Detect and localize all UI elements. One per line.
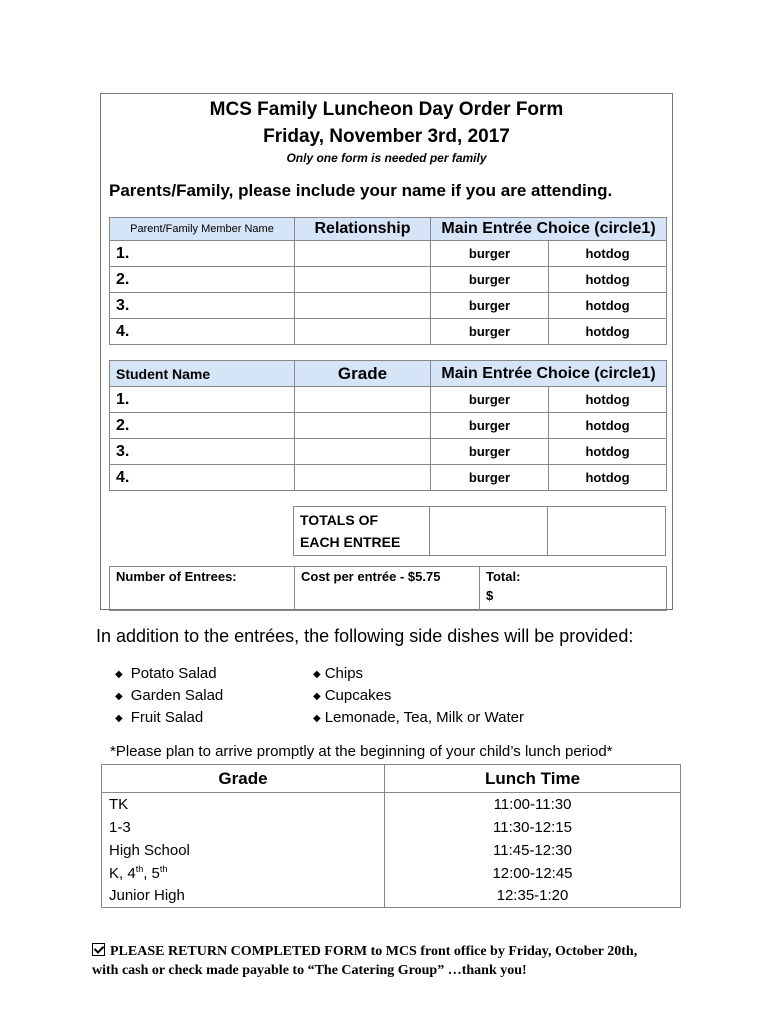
parent-row-number[interactable]: 2. bbox=[110, 267, 295, 293]
lunch-time: 11:00-11:30 bbox=[385, 793, 681, 816]
student-table bbox=[109, 360, 667, 491]
hotdog-option[interactable]: hotdog bbox=[549, 267, 667, 293]
table-row bbox=[110, 319, 667, 345]
hotdog-option[interactable]: hotdog bbox=[549, 439, 667, 465]
totals-table bbox=[293, 506, 666, 556]
col-grade: Grade bbox=[295, 361, 431, 387]
table-row bbox=[102, 885, 681, 908]
burger-option[interactable]: burger bbox=[431, 267, 549, 293]
form-title: MCS Family Luncheon Day Order Form bbox=[209, 99, 564, 120]
lunch-grade: K, 4th, 5th bbox=[102, 862, 385, 885]
parent-table bbox=[109, 217, 667, 345]
table-row bbox=[110, 465, 667, 491]
footer-line1: PLEASE RETURN COMPLETED FORM to MCS front office by Friday, October 20th, bbox=[110, 944, 638, 959]
diamond-bullet-icon: ◆ bbox=[313, 691, 321, 702]
table-row bbox=[110, 413, 667, 439]
lunch-time: 11:30-12:15 bbox=[385, 816, 681, 839]
relationship-cell[interactable] bbox=[295, 319, 431, 345]
hotdog-option[interactable]: hotdog bbox=[549, 293, 667, 319]
sides-intro: In addition to the entrées, the following side dishes will be provided: bbox=[96, 626, 634, 646]
burger-option[interactable]: burger bbox=[431, 293, 549, 319]
total-label: Total: bbox=[486, 569, 521, 584]
student-row-number[interactable]: 4. bbox=[110, 465, 295, 491]
hotdog-total-cell[interactable] bbox=[548, 507, 666, 556]
relationship-cell[interactable] bbox=[295, 267, 431, 293]
diamond-bullet-icon: ◆ bbox=[313, 669, 321, 680]
totals-label bbox=[294, 507, 430, 556]
table-row bbox=[102, 793, 681, 816]
grade-cell[interactable] bbox=[295, 387, 431, 413]
hotdog-option[interactable]: hotdog bbox=[549, 319, 667, 345]
form-date: Friday, November 3rd, 2017 bbox=[263, 126, 510, 147]
lunch-grade: TK bbox=[102, 793, 385, 816]
cost-table bbox=[109, 566, 667, 611]
totals-label-line1: TOTALS OF bbox=[300, 512, 379, 528]
student-row-number[interactable]: 1. bbox=[110, 387, 295, 413]
table-row bbox=[110, 439, 667, 465]
list-item: ◆ Potato Salad bbox=[115, 665, 217, 682]
list-item: ◆ Garden Salad bbox=[115, 687, 224, 704]
col-lunch-grade: Grade bbox=[102, 765, 385, 793]
parent-row-number[interactable]: 3. bbox=[110, 293, 295, 319]
hotdog-option[interactable]: hotdog bbox=[549, 465, 667, 491]
list-item: ◆ Lemonade, Tea, Milk or Water bbox=[313, 709, 524, 726]
parents-heading: Parents/Family, please include your name if you are attending. bbox=[109, 181, 613, 200]
checkbox-checked-icon bbox=[92, 943, 105, 956]
lunch-time: 12:35-1:20 bbox=[385, 885, 681, 908]
footer-line2: with cash or check made payable to “The Catering Group” …thank you! bbox=[92, 963, 527, 978]
diamond-bullet-icon: ◆ bbox=[313, 713, 321, 724]
student-row-number[interactable]: 3. bbox=[110, 439, 295, 465]
table-row bbox=[110, 293, 667, 319]
lunch-grade: Junior High bbox=[102, 885, 385, 908]
burger-option[interactable]: burger bbox=[431, 241, 549, 267]
arrive-note: *Please plan to arrive promptly at the beginning of your child’s lunch period* bbox=[110, 743, 613, 760]
burger-option[interactable]: burger bbox=[431, 439, 549, 465]
col-entree-choice: Main Entrée Choice (circle1) bbox=[431, 218, 667, 241]
table-row bbox=[102, 816, 681, 839]
lunch-grade: 1-3 bbox=[102, 816, 385, 839]
burger-option[interactable]: burger bbox=[431, 413, 549, 439]
col-parent-name: Parent/Family Member Name bbox=[110, 218, 295, 241]
sides-list-left bbox=[115, 663, 223, 729]
burger-total-cell[interactable] bbox=[430, 507, 548, 556]
burger-option[interactable]: burger bbox=[431, 465, 549, 491]
hotdog-option[interactable]: hotdog bbox=[549, 241, 667, 267]
list-item: ◆ Chips bbox=[313, 665, 364, 682]
total-currency: $ bbox=[486, 588, 494, 603]
table-row bbox=[102, 862, 681, 885]
burger-option[interactable]: burger bbox=[431, 319, 549, 345]
cost-per-entree-cell bbox=[295, 567, 480, 611]
grade-cell[interactable] bbox=[295, 413, 431, 439]
hotdog-option[interactable]: hotdog bbox=[549, 387, 667, 413]
col-relationship: Relationship bbox=[295, 218, 431, 241]
grade-cell[interactable] bbox=[295, 439, 431, 465]
relationship-cell[interactable] bbox=[295, 241, 431, 267]
diamond-bullet-icon: ◆ bbox=[115, 691, 123, 702]
burger-option[interactable]: burger bbox=[431, 387, 549, 413]
totals-label-line2: EACH ENTREE bbox=[300, 534, 401, 550]
relationship-cell[interactable] bbox=[295, 293, 431, 319]
number-of-entrees-cell[interactable] bbox=[110, 567, 295, 611]
form-subtitle: Only one form is needed per family bbox=[286, 151, 487, 165]
lunch-time: 11:45-12:30 bbox=[385, 839, 681, 862]
table-row bbox=[110, 387, 667, 413]
col-entree-choice: Main Entrée Choice (circle1) bbox=[431, 361, 667, 387]
table-row bbox=[102, 839, 681, 862]
parent-row-number[interactable]: 1. bbox=[110, 241, 295, 267]
lunch-time: 12:00-12:45 bbox=[385, 862, 681, 885]
total-cell[interactable] bbox=[480, 567, 667, 611]
hotdog-option[interactable]: hotdog bbox=[549, 413, 667, 439]
footer-note bbox=[92, 942, 692, 980]
list-item: ◆ Cupcakes bbox=[313, 687, 392, 704]
grade-cell[interactable] bbox=[295, 465, 431, 491]
parent-row-number[interactable]: 4. bbox=[110, 319, 295, 345]
col-lunch-time: Lunch Time bbox=[385, 765, 681, 793]
col-student-name: Student Name bbox=[110, 361, 295, 387]
list-item: ◆ Fruit Salad bbox=[115, 709, 204, 726]
cost-per-entree-label: Cost per entrée - $5.75 bbox=[301, 569, 441, 584]
table-row bbox=[110, 241, 667, 267]
lunch-schedule-table bbox=[101, 764, 681, 908]
diamond-bullet-icon: ◆ bbox=[115, 713, 123, 724]
lunch-grade: High School bbox=[102, 839, 385, 862]
sides-list-right bbox=[313, 663, 524, 729]
diamond-bullet-icon: ◆ bbox=[115, 669, 123, 680]
table-row bbox=[110, 267, 667, 293]
student-row-number[interactable]: 2. bbox=[110, 413, 295, 439]
number-of-entrees-label: Number of Entrees: bbox=[116, 569, 237, 584]
